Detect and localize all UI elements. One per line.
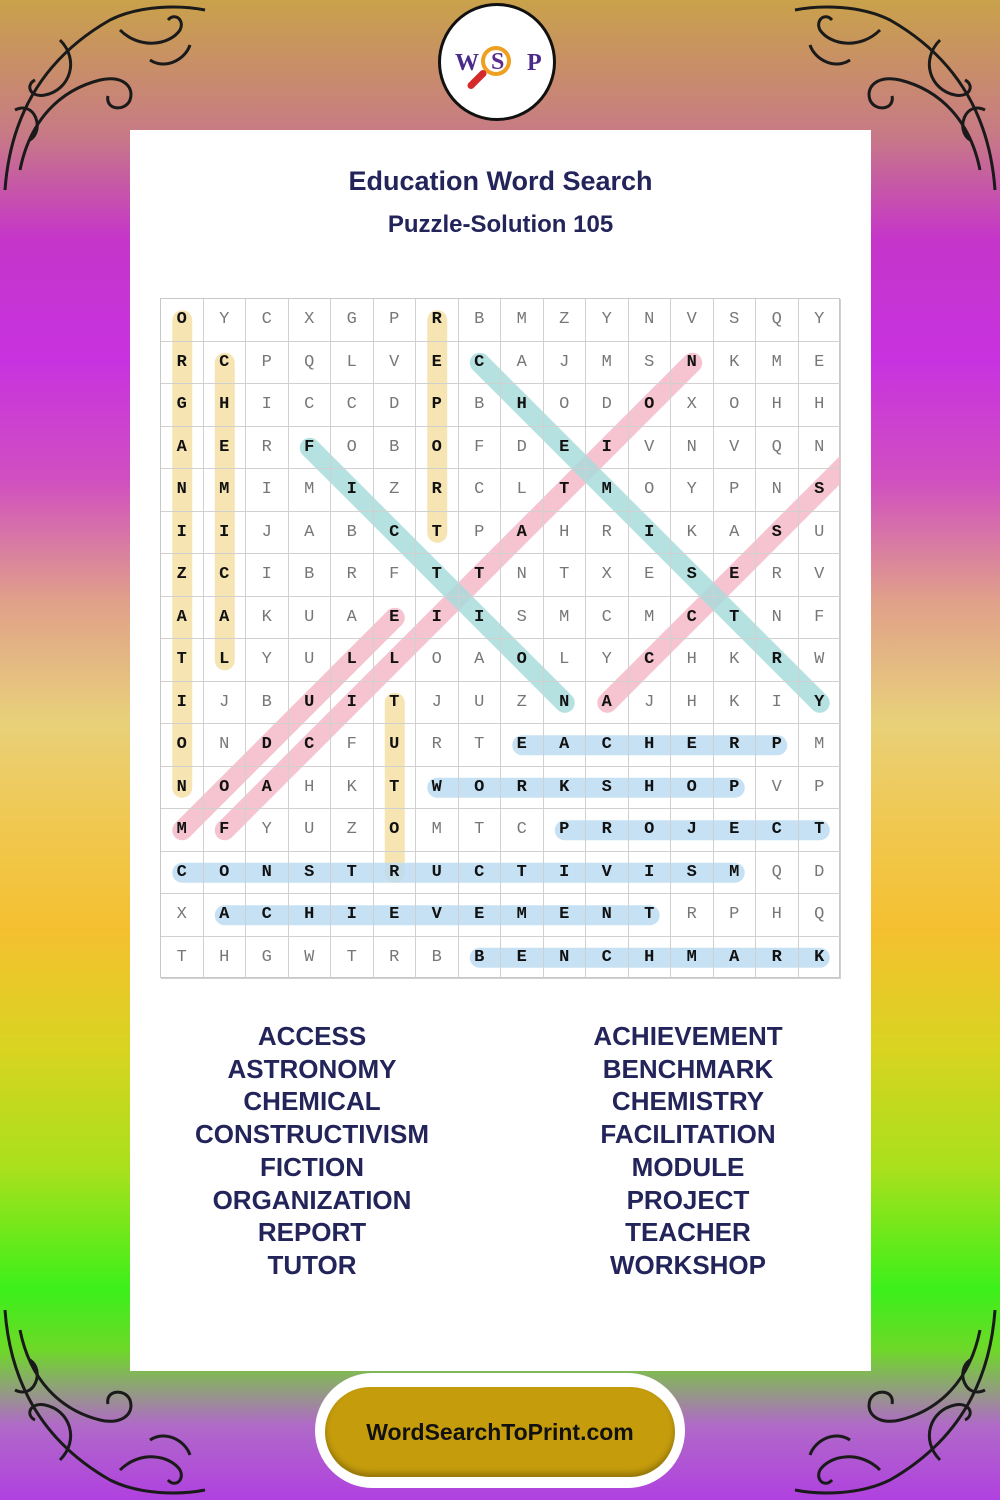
- grid-cell: U: [289, 597, 332, 640]
- grid-cell: V: [586, 852, 629, 895]
- grid-cell: M: [756, 342, 799, 385]
- grid-cell: O: [629, 384, 672, 427]
- grid-cell: O: [416, 427, 459, 470]
- grid-cell: T: [714, 597, 757, 640]
- grid-cell: D: [586, 384, 629, 427]
- word-list-item: ORGANIZATION: [212, 1184, 412, 1215]
- grid-cell: Y: [799, 299, 842, 342]
- grid-cell: U: [289, 809, 332, 852]
- grid-cell: R: [586, 809, 629, 852]
- word-list-item: FACILITATION: [600, 1119, 776, 1150]
- grid-cell: W: [799, 639, 842, 682]
- grid-cell: C: [289, 724, 332, 767]
- word-list-item: FICTION: [260, 1151, 364, 1182]
- grid-cell: P: [756, 724, 799, 767]
- grid-cell: I: [629, 512, 672, 555]
- grid-cell: E: [714, 554, 757, 597]
- grid-cell: T: [459, 724, 502, 767]
- grid-cell: S: [289, 852, 332, 895]
- grid-cell: H: [756, 384, 799, 427]
- grid-cell: S: [629, 342, 672, 385]
- grid-cell: T: [331, 937, 374, 980]
- grid-cell: K: [714, 682, 757, 725]
- grid-cell: R: [671, 894, 714, 937]
- grid-cell: Z: [501, 682, 544, 725]
- grid-cell: N: [246, 852, 289, 895]
- page-subtitle: Puzzle-Solution 105: [387, 211, 614, 238]
- grid-cell: T: [459, 554, 502, 597]
- word-list-item: CHEMICAL: [243, 1086, 381, 1117]
- word-list-item: ACHIEVEMENT: [593, 1021, 783, 1051]
- grid-cell: H: [501, 384, 544, 427]
- grid-cell: Y: [671, 469, 714, 512]
- grid-cell: R: [374, 852, 417, 895]
- grid-cell: V: [714, 427, 757, 470]
- grid-cell: N: [756, 469, 799, 512]
- grid-cell: H: [204, 937, 247, 980]
- grid-cell: Q: [756, 852, 799, 895]
- word-list-item: PROJECT: [626, 1184, 750, 1215]
- grid-cell: U: [799, 512, 842, 555]
- grid-cell: P: [416, 384, 459, 427]
- grid-cell: D: [246, 724, 289, 767]
- grid-cell: L: [331, 342, 374, 385]
- grid-cell: M: [799, 724, 842, 767]
- grid-cell: V: [416, 894, 459, 937]
- grid-cell: L: [501, 469, 544, 512]
- grid-cell: X: [671, 384, 714, 427]
- grid-cell: A: [204, 597, 247, 640]
- grid-cell: C: [204, 554, 247, 597]
- grid-cell: E: [204, 427, 247, 470]
- grid-cell: B: [459, 299, 502, 342]
- grid-cell: D: [374, 384, 417, 427]
- grid-cell: X: [586, 554, 629, 597]
- grid-cell: F: [204, 809, 247, 852]
- grid-cell: Z: [331, 809, 374, 852]
- grid-cell: J: [671, 809, 714, 852]
- grid-cell: E: [629, 554, 672, 597]
- grid-cell: M: [161, 809, 204, 852]
- grid-cell: O: [161, 724, 204, 767]
- grid-cell: H: [544, 512, 587, 555]
- grid-cell: O: [501, 639, 544, 682]
- grid-cell: N: [501, 554, 544, 597]
- grid-cell: C: [204, 342, 247, 385]
- grid-cell: S: [671, 852, 714, 895]
- grid-cell: K: [714, 639, 757, 682]
- grid-cell: H: [671, 639, 714, 682]
- grid-cell: O: [544, 384, 587, 427]
- grid-cell: F: [331, 724, 374, 767]
- grid-cell: C: [671, 597, 714, 640]
- grid-cell: A: [501, 512, 544, 555]
- grid-cell: N: [671, 342, 714, 385]
- grid-cell: Z: [374, 469, 417, 512]
- grid-cell: I: [246, 384, 289, 427]
- word-list-item: TUTOR: [267, 1249, 357, 1280]
- grid-cell: R: [331, 554, 374, 597]
- grid-cell: P: [714, 469, 757, 512]
- grid-cell: J: [629, 682, 672, 725]
- grid-cell: S: [714, 299, 757, 342]
- grid-cell: M: [416, 809, 459, 852]
- grid-cell: J: [204, 682, 247, 725]
- grid-cell: P: [544, 809, 587, 852]
- grid-cell: K: [671, 512, 714, 555]
- grid-cell: S: [501, 597, 544, 640]
- grid-cell: T: [161, 639, 204, 682]
- grid-cell: U: [459, 682, 502, 725]
- grid-cell: I: [161, 512, 204, 555]
- grid-cell: R: [246, 427, 289, 470]
- grid-cell: L: [544, 639, 587, 682]
- grid-cell: W: [416, 767, 459, 810]
- grid-cell: V: [629, 427, 672, 470]
- grid-cell: M: [671, 937, 714, 980]
- grid-cell: I: [586, 427, 629, 470]
- grid-cell: V: [374, 342, 417, 385]
- grid-cell: R: [586, 512, 629, 555]
- grid-cell: R: [714, 724, 757, 767]
- grid-cell: R: [416, 299, 459, 342]
- grid-cell: I: [204, 512, 247, 555]
- grid-cell: M: [501, 299, 544, 342]
- grid-cell: O: [204, 852, 247, 895]
- grid-cell: H: [799, 384, 842, 427]
- grid-cell: T: [416, 554, 459, 597]
- grid-cell: C: [289, 384, 332, 427]
- grid-cell: O: [331, 427, 374, 470]
- grid-cell: I: [246, 554, 289, 597]
- grid-cell: X: [289, 299, 332, 342]
- grid-cell: Q: [756, 427, 799, 470]
- grid-cell: P: [246, 342, 289, 385]
- grid-cell: M: [289, 469, 332, 512]
- grid-cell: A: [459, 639, 502, 682]
- grid-cell: X: [161, 894, 204, 937]
- grid-cell: K: [544, 767, 587, 810]
- grid-cell: B: [246, 682, 289, 725]
- grid-cell: B: [289, 554, 332, 597]
- grid-cell: Y: [586, 299, 629, 342]
- grid-cell: E: [374, 597, 417, 640]
- grid-cell: V: [799, 554, 842, 597]
- grid-cell: I: [246, 469, 289, 512]
- grid-cell: G: [246, 937, 289, 980]
- grid-cell: F: [459, 427, 502, 470]
- grid-cell: T: [416, 512, 459, 555]
- grid-cell: I: [459, 597, 502, 640]
- grid-cell: Y: [204, 299, 247, 342]
- grid-cell: E: [799, 342, 842, 385]
- grid-cell: I: [416, 597, 459, 640]
- grid-cell: T: [374, 682, 417, 725]
- grid-cell: E: [459, 894, 502, 937]
- grid-cell: R: [161, 342, 204, 385]
- grid-cell: O: [671, 767, 714, 810]
- grid-cell: G: [161, 384, 204, 427]
- grid-cell: A: [331, 597, 374, 640]
- grid-cell: Y: [246, 639, 289, 682]
- grid-cell: F: [374, 554, 417, 597]
- grid-cell: E: [671, 724, 714, 767]
- grid-cell: C: [331, 384, 374, 427]
- word-list-right: [518, 1020, 858, 1282]
- grid-cell: J: [544, 342, 587, 385]
- grid-cell: T: [459, 809, 502, 852]
- grid-cell: U: [289, 682, 332, 725]
- grid-cell: C: [459, 342, 502, 385]
- grid-cell: N: [544, 682, 587, 725]
- word-list-item: WORKSHOP: [610, 1249, 766, 1280]
- grid-cell: J: [246, 512, 289, 555]
- word-list-item: MODULE: [631, 1151, 745, 1182]
- grid-cell: L: [331, 639, 374, 682]
- grid-cell: D: [799, 852, 842, 895]
- grid-cell: M: [501, 894, 544, 937]
- word-list-left: [142, 1020, 482, 1282]
- grid-cell: A: [714, 937, 757, 980]
- logo-letter-s: S: [491, 49, 505, 75]
- grid-cell: C: [246, 894, 289, 937]
- grid-cell: A: [544, 724, 587, 767]
- grid-cell: S: [756, 512, 799, 555]
- grid-cell: E: [416, 342, 459, 385]
- grid-cell: N: [756, 597, 799, 640]
- grid-cell: O: [374, 809, 417, 852]
- grid-cell: P: [799, 767, 842, 810]
- grid-cell: Q: [289, 342, 332, 385]
- grid-cell: G: [331, 299, 374, 342]
- grid-cell: F: [289, 427, 332, 470]
- grid-cell: Z: [544, 299, 587, 342]
- grid-cell: N: [161, 767, 204, 810]
- grid-cell: B: [459, 937, 502, 980]
- grid-cell: P: [714, 894, 757, 937]
- grid-cell: I: [629, 852, 672, 895]
- grid-cell: E: [501, 937, 544, 980]
- word-list-item: TEACHER: [625, 1217, 751, 1248]
- grid-cell: T: [799, 809, 842, 852]
- grid-cell: U: [416, 852, 459, 895]
- grid-cell: A: [161, 597, 204, 640]
- grid-cell: E: [544, 894, 587, 937]
- grid-cell: U: [374, 724, 417, 767]
- grid-cell: N: [586, 894, 629, 937]
- grid-cell: M: [204, 469, 247, 512]
- grid-cell: J: [416, 682, 459, 725]
- letter-grid: [160, 298, 840, 978]
- grid-cell: H: [629, 937, 672, 980]
- grid-cell: K: [799, 937, 842, 980]
- grid-cell: A: [289, 512, 332, 555]
- grid-cell: H: [756, 894, 799, 937]
- grid-cell: R: [756, 554, 799, 597]
- word-list-item: CONSTRUCTIVISM: [195, 1119, 429, 1150]
- grid-cell: I: [331, 682, 374, 725]
- grid-cell: C: [161, 852, 204, 895]
- grid-cell: C: [501, 809, 544, 852]
- grid-cell: I: [331, 469, 374, 512]
- grid-cell: Y: [246, 809, 289, 852]
- grid-cell: A: [586, 682, 629, 725]
- grid-cell: M: [544, 597, 587, 640]
- grid-cell: H: [629, 724, 672, 767]
- grid-cell: H: [671, 682, 714, 725]
- grid-cell: H: [289, 767, 332, 810]
- grid-cell: A: [714, 512, 757, 555]
- footer-badge: [315, 1373, 685, 1488]
- grid-cell: M: [714, 852, 757, 895]
- grid-cell: U: [289, 639, 332, 682]
- grid-cell: I: [756, 682, 799, 725]
- grid-cell: E: [544, 427, 587, 470]
- grid-cell: Q: [799, 894, 842, 937]
- word-list-item: CHEMISTRY: [611, 1086, 765, 1117]
- grid-cell: N: [799, 427, 842, 470]
- grid-cell: Y: [799, 682, 842, 725]
- grid-cell: H: [204, 384, 247, 427]
- grid-cell: A: [246, 767, 289, 810]
- grid-cell: O: [714, 384, 757, 427]
- grid-cell: E: [714, 809, 757, 852]
- grid-cell: B: [331, 512, 374, 555]
- grid-cell: S: [799, 469, 842, 512]
- grid-cell: T: [544, 469, 587, 512]
- word-list-item: ACCESS: [257, 1021, 367, 1051]
- grid-cell: P: [459, 512, 502, 555]
- site-link[interactable]: WordSearchToPrint.com: [325, 1387, 675, 1477]
- grid-cell: I: [544, 852, 587, 895]
- grid-cell: P: [714, 767, 757, 810]
- word-list-item: BENCHMARK: [602, 1053, 774, 1084]
- grid-cell: C: [586, 937, 629, 980]
- grid-cell: T: [501, 852, 544, 895]
- grid-cell: C: [459, 469, 502, 512]
- grid-cell: Q: [756, 299, 799, 342]
- grid-cell: M: [586, 342, 629, 385]
- grid-cell: F: [799, 597, 842, 640]
- grid-cell: I: [331, 894, 374, 937]
- grid-cell: N: [671, 427, 714, 470]
- word-list-item: REPORT: [257, 1217, 367, 1248]
- grid-cell: P: [374, 299, 417, 342]
- grid-cell: T: [331, 852, 374, 895]
- grid-cell: N: [544, 937, 587, 980]
- grid-cell: K: [246, 597, 289, 640]
- grid-cell: T: [544, 554, 587, 597]
- grid-cell: B: [374, 427, 417, 470]
- grid-cell: Y: [586, 639, 629, 682]
- grid-cell: R: [756, 937, 799, 980]
- grid-cell: B: [459, 384, 502, 427]
- grid-cell: T: [374, 767, 417, 810]
- grid-cell: R: [501, 767, 544, 810]
- grid-cell: C: [374, 512, 417, 555]
- grid-cell: H: [629, 767, 672, 810]
- grid-cell: O: [204, 767, 247, 810]
- grid-cell: I: [161, 682, 204, 725]
- grid-cell: O: [629, 809, 672, 852]
- grid-cell: E: [501, 724, 544, 767]
- grid-cell: T: [161, 937, 204, 980]
- grid-cell: B: [416, 937, 459, 980]
- grid-cell: L: [204, 639, 247, 682]
- grid-cell: L: [374, 639, 417, 682]
- grid-cell: O: [416, 639, 459, 682]
- grid-cell: S: [671, 554, 714, 597]
- grid-cell: O: [161, 299, 204, 342]
- grid-cell: K: [331, 767, 374, 810]
- grid-cell: V: [671, 299, 714, 342]
- wsp-logo[interactable]: [438, 3, 556, 121]
- grid-cell: C: [246, 299, 289, 342]
- grid-cell: C: [756, 809, 799, 852]
- page-title: Education Word Search: [348, 166, 653, 196]
- grid-cell: N: [629, 299, 672, 342]
- grid-cell: M: [629, 597, 672, 640]
- grid-cell: C: [459, 852, 502, 895]
- grid-cell: K: [714, 342, 757, 385]
- grid-cell: C: [629, 639, 672, 682]
- grid-cell: E: [374, 894, 417, 937]
- grid-cell: C: [586, 724, 629, 767]
- grid-cell: R: [756, 639, 799, 682]
- grid-cell: A: [204, 894, 247, 937]
- grid-cell: R: [374, 937, 417, 980]
- logo-letter-p: P: [527, 50, 542, 76]
- grid-cell: T: [629, 894, 672, 937]
- grid-cell: N: [204, 724, 247, 767]
- grid-cell: D: [501, 427, 544, 470]
- grid-cell: A: [501, 342, 544, 385]
- grid-cell: V: [756, 767, 799, 810]
- grid-cell: S: [586, 767, 629, 810]
- grid-cell: O: [459, 767, 502, 810]
- grid-cell: Z: [161, 554, 204, 597]
- grid-cell: A: [161, 427, 204, 470]
- grid-cell: M: [586, 469, 629, 512]
- grid-cell: N: [161, 469, 204, 512]
- grid-cell: W: [289, 937, 332, 980]
- word-list-item: ASTRONOMY: [227, 1053, 397, 1084]
- logo-letter-w: W: [455, 50, 479, 76]
- grid-cell: O: [629, 469, 672, 512]
- grid-cell: C: [586, 597, 629, 640]
- grid-cell: H: [289, 894, 332, 937]
- grid-cell: R: [416, 724, 459, 767]
- grid-cell: R: [416, 469, 459, 512]
